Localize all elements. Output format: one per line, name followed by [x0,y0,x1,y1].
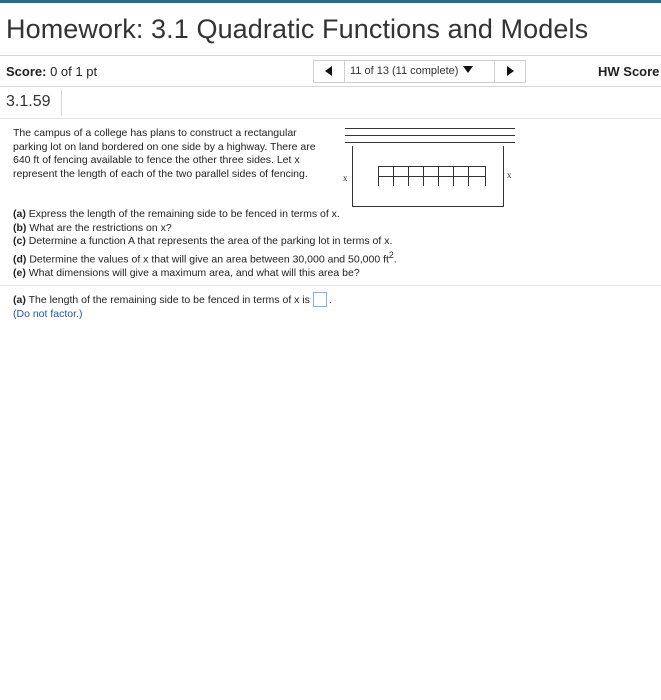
highway-line [345,128,515,129]
answer-input[interactable] [313,292,327,307]
next-question-button[interactable] [494,61,525,82]
highway-line [345,135,515,136]
answer-part-label: (a) [13,294,26,306]
answer-prompt: The length of the remaining side to be fenced in terms of x is [28,294,310,306]
caret-down-icon [463,66,473,73]
highway-line [345,142,515,143]
question-navigator [313,60,526,83]
arrow-left-icon [325,66,332,76]
score-value: 0 of 1 pt [50,64,98,79]
top-accent-bar [0,0,661,3]
score-bar [0,55,661,87]
section-divider [0,285,661,286]
parking-lot-diagram [340,124,520,210]
answer-suffix: . [328,294,332,306]
page-title: Homework: 3.1 Quadratic Functions and Models [6,14,589,44]
previous-question-button[interactable] [314,61,345,82]
part-a: (a) Express the length of the remaining side to be fenced in terms of x. [13,208,340,220]
parking-stalls [378,166,486,186]
part-e: (e) What dimensions will give a maximum area, and what will this area be? [13,266,360,279]
arrow-right-icon [507,66,514,76]
part-d: (d) Determine the values of x that will give an area between 30,000 and 50,000 $ft^2$. [13,249,397,265]
score-display [6,64,97,79]
question-parts [13,208,643,280]
divider [61,90,62,116]
part-b: (b) What are the restrictions on x? [13,221,172,234]
question-header [0,86,661,119]
right-side-label: x [507,170,512,180]
hw-score-link[interactable]: HW Score [598,64,660,79]
question-selector[interactable] [350,65,473,77]
left-side-label: x [343,173,348,183]
answer-row [13,292,332,307]
part-c: (c) Determine a function A that represents the area of the parking lot in terms of x. [13,235,393,247]
answer-hint: (Do not factor.) [13,308,83,320]
question-intro: The campus of a college has plans to construct a rectangular parking lot on land bordered on one side by a highway. There are 640 ft of fencing available to fence the other three sides. Let x represent the length of each of the two parallel sides of fencing. [13,127,316,180]
score-label: Score: [6,64,47,79]
question-counter: 11 of 13 (11 complete) [350,65,459,77]
question-number: 3.1.59 [6,93,51,110]
